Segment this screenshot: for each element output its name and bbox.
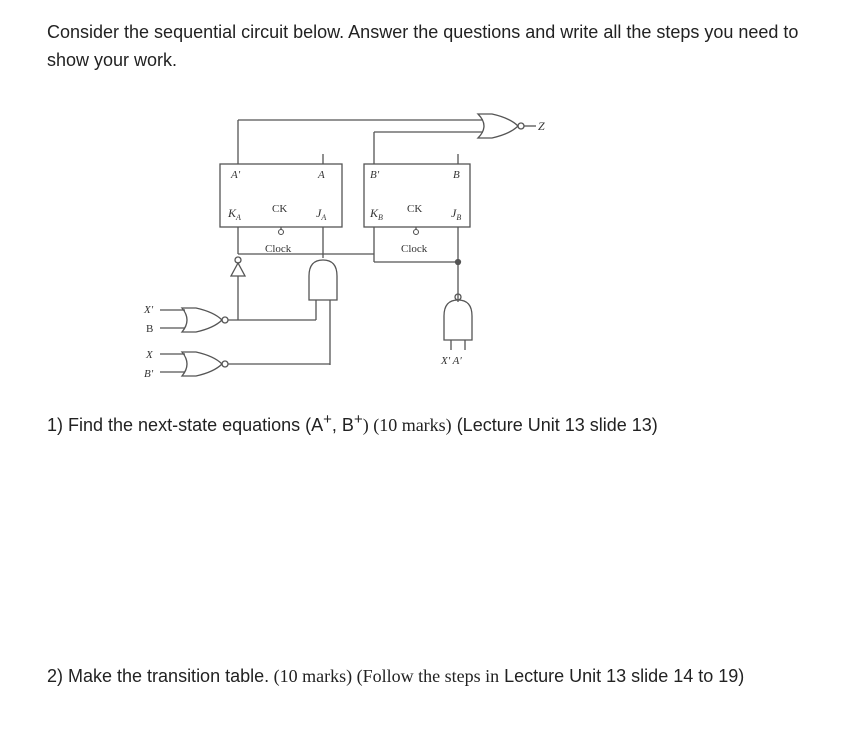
ff-b-qbar-label: B′ [370,169,380,181]
and-gate-kb [444,300,472,340]
ff-b-j-label: $J_B$ [451,206,462,222]
or-gate-top [182,308,222,332]
or-gate-output [478,114,518,138]
ff-a-q-label: A [318,169,325,181]
ff-b-ck-label: CK [407,203,423,215]
ff-b-q-label: B [453,169,460,181]
question-1: 1) Find the next-state equations (A+, B+) (10 marks) (Lecture Unit 13 slide 13) [47,411,658,435]
input-x-bottom-label: X [146,349,153,361]
and-b-inputs-label: X′ A′ [441,355,462,367]
input-b-top-label: B [146,323,154,335]
inverter-ka [231,263,245,276]
ff-a-ck-label: CK [272,203,288,215]
and-gate-ja [309,260,337,300]
input-xprime-top-label: X′ [144,304,154,316]
or-gate-bottom [182,352,222,376]
circuit-svg [138,82,594,392]
input-bprime-bottom-label: B′ [144,368,154,380]
ff-a-clock-label: Clock [265,243,292,255]
sequential-circuit-diagram [138,82,594,392]
intro-paragraph: Consider the sequential circuit below. Answer the questions and write all the steps you need to show your work. [47,22,799,70]
ff-b-clock-label: Clock [401,243,428,255]
ff-a-k-label: $K_A$ [228,206,241,222]
ff-a-qbar-label: A′ [231,169,241,181]
ff-b-k-label: $K_B$ [370,206,383,222]
output-z-label: Z [538,119,545,133]
question-2: 2) Make the transition table. (10 marks) (Follow the steps in Lecture Unit 13 slide 14 to 19) [47,666,745,686]
ff-a-j-label: $J_A$ [316,206,327,222]
